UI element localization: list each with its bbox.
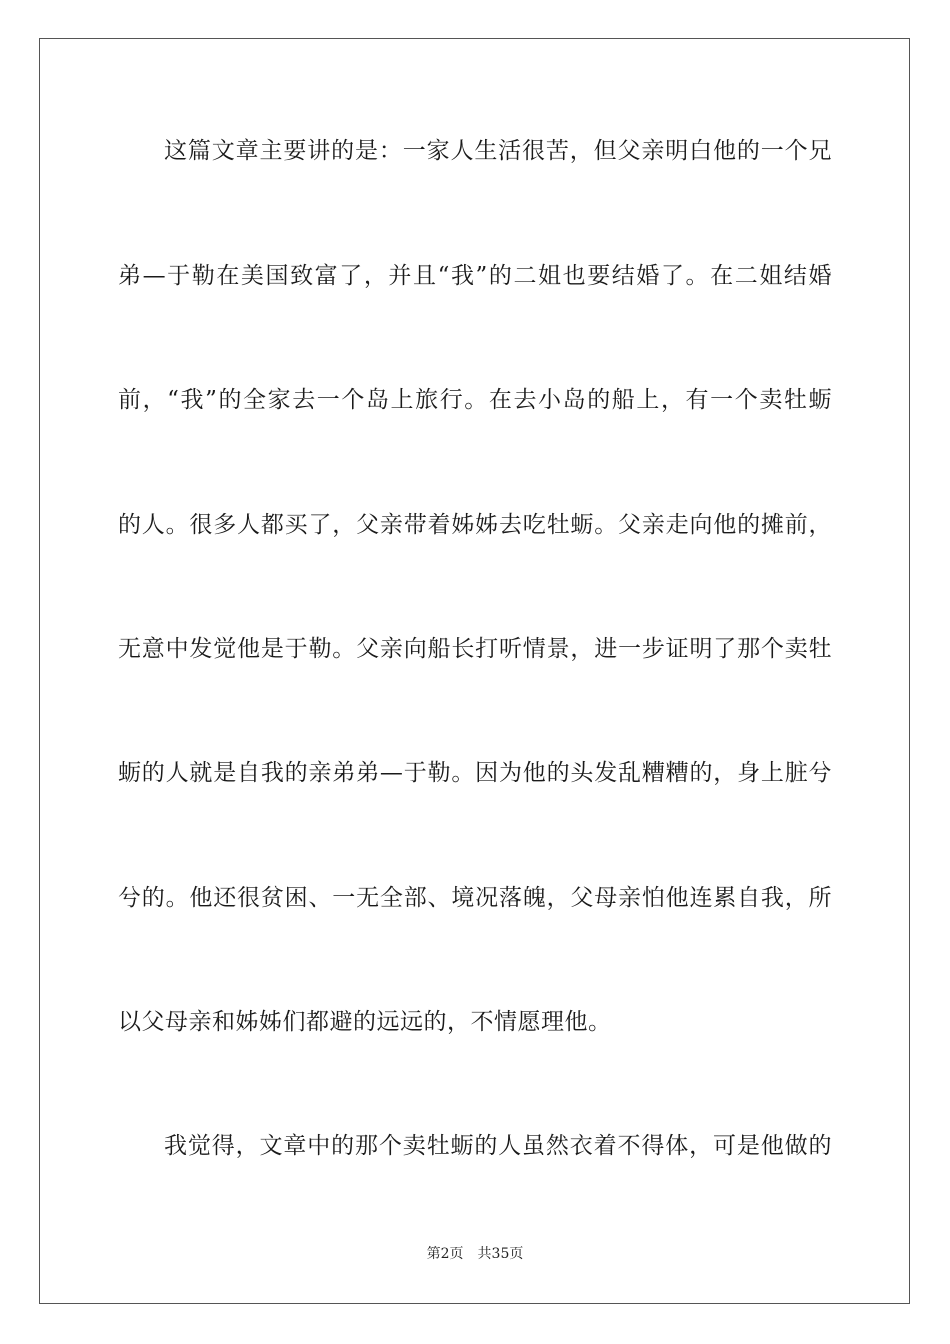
page-footer <box>0 1244 950 1264</box>
paragraph-2-line-1: 我觉得，文章中的那个卖牡蛎的人虽然衣着不得体，可是他做的 <box>164 1133 832 1159</box>
page-number: 第2页 <box>426 1246 464 1262</box>
paragraph-1-line-4: 的人。很多人都买了，父亲带着姊姊去吃牡蛎。父亲走向他的摊前， <box>118 512 832 538</box>
paragraph-1-line-6: 蛎的人就是自我的亲弟弟—于勒。因为他的头发乱糟糟的，身上脏兮 <box>118 760 832 786</box>
page-frame <box>39 38 910 1304</box>
paragraph-1-line-5: 无意中发觉他是于勒。父亲向船长打听情景，进一步证明了那个卖牡 <box>118 636 832 662</box>
paragraph-1-line-7: 兮的。他还很贫困、一无全部、境况落魄，父母亲怕他连累自我，所 <box>118 885 832 911</box>
paragraph-1-line-1: 这篇文章主要讲的是：一家人生活很苦，但父亲明白他的一个兄 <box>164 138 832 164</box>
page-total: 共35页 <box>477 1246 524 1262</box>
paragraph-1-line-3: 前，“我”的全家去一个岛上旅行。在去小岛的船上，有一个卖牡蛎 <box>118 387 832 413</box>
paragraph-1-line-2: 弟—于勒在美国致富了，并且“我”的二姐也要结婚了。在二姐结婚 <box>118 263 832 289</box>
paragraph-1-line-8: 以父母亲和姊姊们都避的远远的，不情愿理他。 <box>118 1009 612 1035</box>
